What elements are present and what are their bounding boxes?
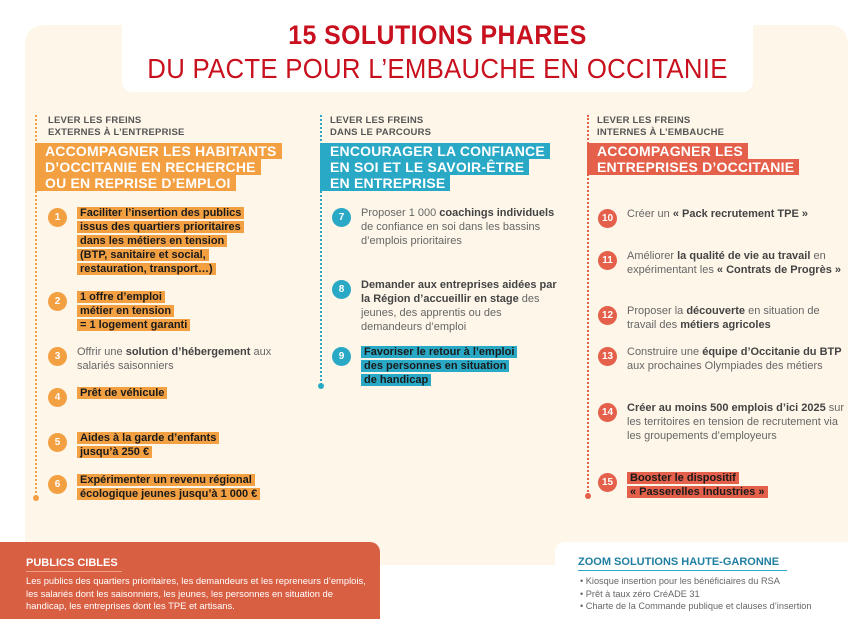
highlighted-line: des personnes en situation	[361, 360, 509, 372]
text-segment: aux prochaines Olympiades des métiers	[627, 360, 823, 372]
solution-text	[361, 278, 561, 334]
zoom-title: ZOOM SOLUTIONS HAUTE-GARONNE	[578, 556, 787, 571]
column-banner	[35, 143, 282, 191]
solution-number-badge: 13	[598, 347, 617, 366]
solution-number-badge: 11	[598, 251, 617, 270]
solution-item	[48, 473, 303, 501]
bold-text: équipe d’Occitanie du BTP	[702, 346, 842, 358]
timeline-end-dot	[585, 493, 591, 499]
text-segment: en expérimentant les	[627, 250, 826, 276]
highlighted-line: restauration, transport…)	[77, 263, 216, 275]
solution-item	[48, 345, 303, 373]
text-segment: des jeunes, des apprentis ou des demandeurs d’emploi	[361, 293, 540, 333]
solution-number-badge: 15	[598, 473, 617, 492]
text-segment: Créer un	[627, 208, 673, 220]
solution-item	[598, 304, 850, 332]
solution-text	[77, 473, 260, 501]
highlighted-line: Aides à la garde d’enfants	[77, 432, 219, 444]
solution-item	[598, 345, 850, 373]
banner-line: ACCOMPAGNER LES HABITANTS	[35, 143, 282, 159]
solution-text	[627, 304, 847, 332]
solution-item	[598, 249, 850, 277]
solution-number-badge: 1	[48, 208, 67, 227]
highlighted-line: 1 offre d’emploi	[77, 291, 165, 303]
solution-text	[361, 206, 561, 248]
column-kicker: EXTERNES À L’ENTREPRISE	[48, 127, 185, 138]
solution-item	[48, 431, 303, 459]
text-segment: sur les territoires en tension de recrutement via les groupements d’employeurs	[627, 402, 845, 442]
publics-cibles-text: Les publics des quartiers prioritaires, les demandeurs et les repreneurs d’emplois, les salariés dont les saisonniers, les jeunes, les personnes en situation de handicap, les entreprises dont les TPE et artisans.	[26, 575, 366, 611]
highlighted-line: dans les métiers en tension	[77, 235, 227, 247]
highlighted-line: Booster le dispositif	[627, 472, 739, 484]
bold-text: « Pack recrutement TPE »	[672, 208, 808, 220]
solution-text	[77, 345, 292, 373]
solution-text	[77, 386, 167, 400]
highlighted-line: écologique jeunes jusqu’à 1 000 €	[77, 488, 260, 500]
zoom-haute-garonne-box	[555, 542, 850, 619]
column-3	[597, 115, 799, 175]
timeline-end-dot	[33, 495, 39, 501]
zoom-list-item: • Charte de la Commande publique et clauses d’insertion	[580, 600, 850, 613]
column-kicker: LEVER LES FREINS	[330, 115, 424, 126]
solution-text	[627, 471, 768, 499]
text-segment: Offrir une	[77, 346, 126, 358]
page-subtitle: DU PACTE POUR L’EMBAUCHE EN OCCITANIE	[147, 53, 728, 84]
highlighted-line: « Passerelles Industries »	[627, 486, 768, 498]
solution-text	[627, 401, 847, 443]
solution-item	[48, 386, 303, 407]
solution-number-badge: 8	[332, 280, 351, 299]
text-segment: Proposer la	[627, 305, 687, 317]
highlighted-line: (BTP, sanitaire et social,	[77, 249, 209, 261]
solution-number-badge: 7	[332, 208, 351, 227]
solution-text	[627, 345, 847, 373]
column-kicker: LEVER LES FREINS	[48, 115, 142, 126]
bold-text: métiers agricoles	[680, 319, 771, 331]
text-segment: Améliorer	[627, 250, 678, 262]
solution-number-badge: 2	[48, 292, 67, 311]
solution-text	[77, 290, 190, 332]
zoom-list-item: • Prêt à taux zéro CréADE 31	[580, 588, 850, 601]
zoom-list-item: • Kiosque insertion pour les bénéficiaires du RSA	[580, 575, 850, 588]
solution-text	[77, 431, 219, 459]
highlighted-line: Favoriser le retour à l’emploi	[361, 346, 517, 358]
solution-number-badge: 10	[598, 209, 617, 228]
solution-number-badge: 9	[332, 347, 351, 366]
solution-item	[332, 206, 572, 248]
page-title: 15 SOLUTIONS PHARES	[288, 20, 587, 50]
highlighted-line: métier en tension	[77, 305, 174, 317]
bold-text: Demander aux entreprises aidées par la Région d’accueillir en stage	[361, 279, 557, 305]
highlighted-line: Faciliter l’insertion des publics	[77, 207, 244, 219]
solution-number-badge: 5	[48, 433, 67, 452]
column-banner	[320, 143, 550, 191]
highlighted-line: Prêt de véhicule	[77, 387, 167, 399]
column-kicker: INTERNES À L’EMBAUCHE	[597, 127, 725, 138]
highlighted-line: de handicap	[361, 374, 431, 386]
column-kicker: DANS LE PARCOURS	[330, 127, 432, 138]
bold-text: découverte	[686, 305, 746, 317]
text-segment: Proposer 1 000	[361, 207, 440, 219]
solution-item	[332, 345, 572, 387]
banner-line: OU EN REPRISE D’EMPLOI	[35, 175, 236, 191]
banner-line: ACCOMPAGNER LES	[587, 143, 748, 159]
bold-text: la qualité de vie au travail	[677, 250, 811, 262]
title-box	[122, 0, 753, 92]
highlighted-line: = 1 logement garanti	[77, 319, 190, 331]
highlighted-line: jusqu’à 250 €	[77, 446, 152, 458]
solution-text	[627, 249, 847, 277]
text-segment: aux salariés saisonniers	[77, 346, 272, 372]
bold-text: Créer au moins 500 emplois d’ici 2025	[627, 402, 826, 414]
bold-text: coachings individuels	[439, 207, 555, 219]
solution-text	[627, 207, 847, 221]
solution-item	[48, 290, 303, 332]
banner-line: EN SOI ET LE SAVOIR-ÊTRE	[320, 159, 529, 175]
solution-number-badge: 14	[598, 403, 617, 422]
timeline-end-dot	[318, 383, 324, 389]
banner-line: ENCOURAGER LA CONFIANCE	[320, 143, 550, 159]
solution-item	[598, 471, 850, 499]
column-1	[45, 115, 282, 191]
solution-item	[598, 401, 850, 443]
column-banner	[587, 143, 799, 175]
column-2	[330, 115, 550, 191]
text-segment: Construire une	[627, 346, 703, 358]
solution-number-badge: 4	[48, 388, 67, 407]
highlighted-line: issus des quartiers prioritaires	[77, 221, 244, 233]
solution-number-badge: 6	[48, 475, 67, 494]
banner-line: EN ENTREPRISE	[320, 175, 450, 191]
column-kicker: LEVER LES FREINS	[597, 115, 691, 126]
publics-cibles-box	[0, 542, 380, 619]
bold-text: solution d’hébergement	[125, 346, 251, 358]
banner-line: ENTREPRISES D’OCCITANIE	[587, 159, 799, 175]
text-segment: en situation de travail des	[627, 305, 820, 331]
publics-cibles-title: PUBLICS CIBLES	[26, 557, 122, 572]
text-segment: de confiance en soi dans les bassins d’emplois prioritaires	[361, 221, 541, 247]
solution-text	[77, 206, 244, 276]
highlighted-line: Expérimenter un revenu régional	[77, 474, 255, 486]
solution-text	[361, 345, 517, 387]
solution-item	[48, 206, 303, 276]
solution-number-badge: 3	[48, 347, 67, 366]
solution-item	[598, 207, 850, 228]
solution-item	[332, 278, 572, 334]
banner-line: D’OCCITANIE EN RECHERCHE	[35, 159, 261, 175]
solution-number-badge: 12	[598, 306, 617, 325]
bold-text: « Contrats de Progrès »	[716, 264, 841, 276]
